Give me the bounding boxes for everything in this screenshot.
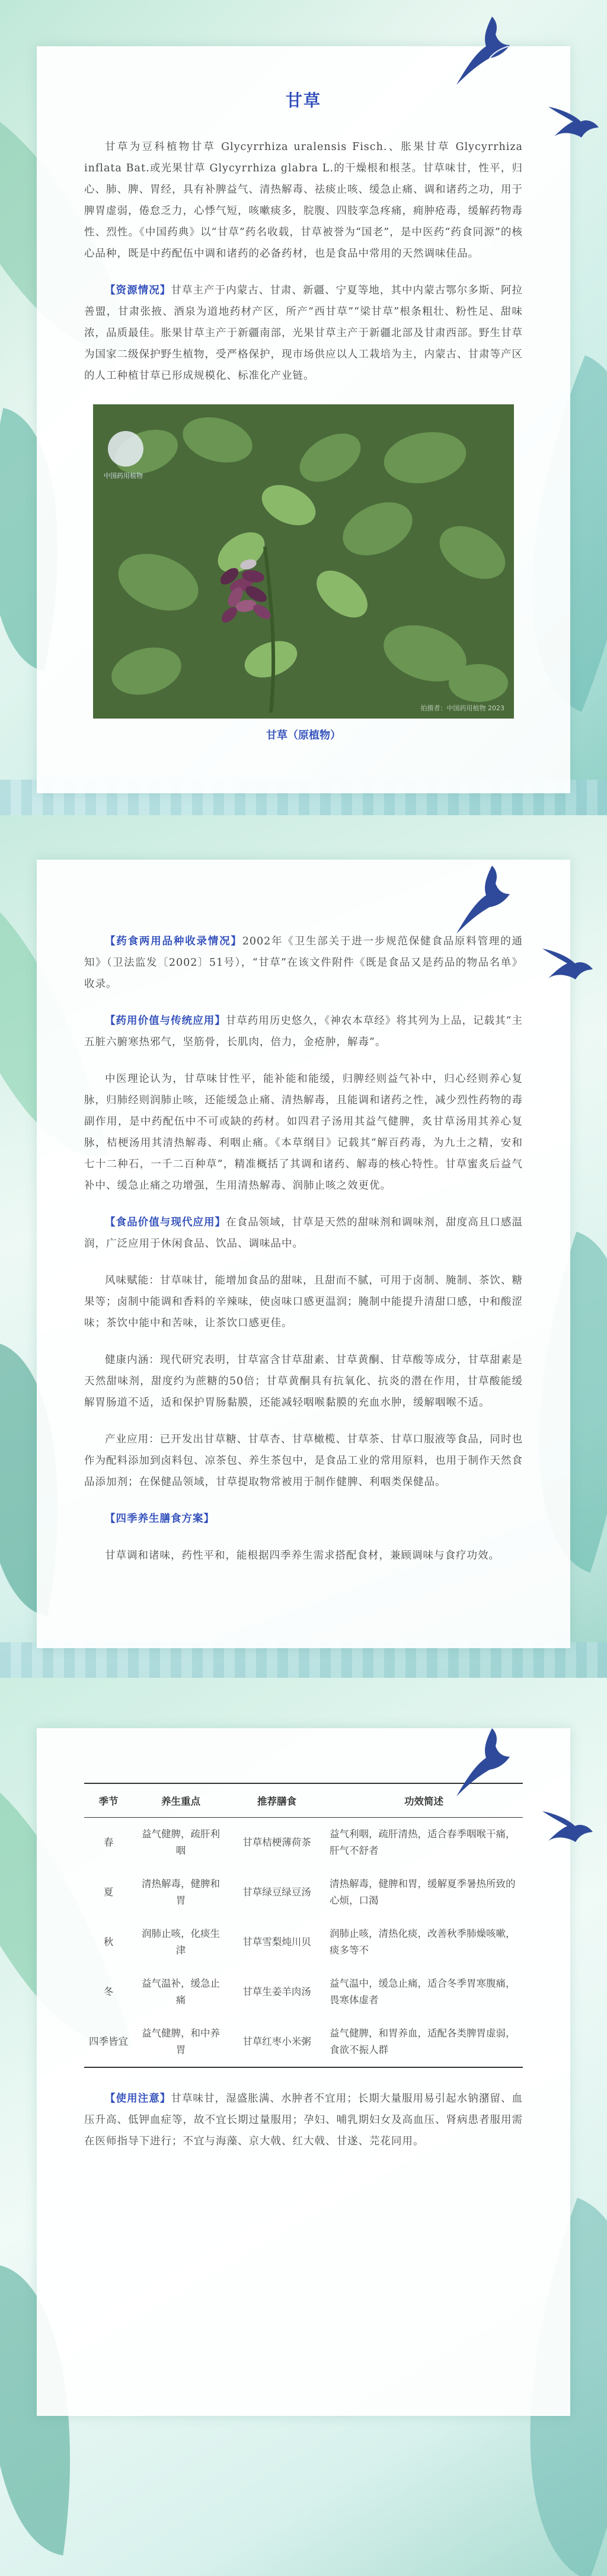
section-text: 在食品领域，甘草是天然的甜味剂和调味剂，甜度高且口感温润，广泛应用于休闲食品、饮品、调味品中。 [84, 1217, 523, 1250]
plant-photo [93, 404, 514, 719]
table-header: 推荐膳食 [229, 1783, 325, 1818]
health-paragraph [84, 1349, 523, 1413]
medicinal-paragraph [84, 1010, 523, 1053]
table-cell: 甘草桔梗薄荷茶 [242, 1837, 311, 1848]
intro-paragraph: 甘草为豆科植物甘草 Glycyrrhiza uralensis Fisch.、胀果甘草 Glycyrrhiza inflata Bat.或光果甘草 Glycyrrhiza glabra L.的干燥根和根茎。甘草味甘，性平，归心、肺、脾、胃经，具有补脾益气、清热解毒、祛痰止咳、缓急止痛、调和诸药之功，用于脾胃虚弱，倦怠乏力，心悸气短，咳嗽痰多，脘腹、四肢挛急疼痛，痈肿疮毒，缓解药物毒性、烈性。《中国药典》以“甘草”药名收载，甘草被誉为“国老”，是中医药“药食同源”的核心品种，既是中药配伍中调和诸药的必备药材，也是食品中常用的天然调味佳品。 [84, 141, 523, 260]
table-header: 功效简述 [325, 1783, 523, 1818]
figure-caption: 甘草（原植物） [266, 729, 341, 742]
section-text: 甘草调和诸味，药性平和，能根据四季养生需求搭配食材，兼顾调味与食疗功效。 [105, 1550, 500, 1562]
table-row [84, 1967, 523, 2017]
section-text: 风味赋能：甘草味甘，能增加食品的甜味，且甜而不腻，可用于卤制、腌制、茶饮、糖果等；卤制中能调和香料的辛辣味，使卤味口感更温润；腌制中能提升清甜口感，中和酸涩味；茶饮中能中和苦味，让茶饮口感更佳。 [84, 1275, 523, 1329]
section-text: 中医理论认为，甘草味甘性平，能补能和能缓，归脾经则益气补中，归心经则养心复脉，归肺经则润肺止咳，还能缓急止痛、清热解毒，且能调和诸药之性，减少烈性药物的毒副作用，是中药配伍中不可或缺的药材。如四君子汤用其益气健脾，炙甘草汤用其养心复脉，桔梗汤用其清热解毒、利咽止痛。《本草纲目》记载其“解百药毒，为九土之精，安和七十二种石，一千二百种草”，精准概括了其调和诸药、解毒的核心特性。甘草蜜炙后益气补中、缓急止痛之功增强，生用清热解毒、润肺止咳之效更优。 [84, 1073, 523, 1192]
section-label: 【食品价值与现代应用】 [105, 1217, 226, 1228]
section-label: 【资源情况】 [105, 285, 171, 296]
table-cell: 甘草生姜羊肉汤 [242, 1986, 311, 1997]
section-text: 产业应用：已开发出甘草糖、甘草杏、甘草橄榄、甘草茶、甘草口服液等食品，同时也作为配料添加到卤料包、凉茶包、养生茶包中，是食品工业的常用原料，也用于制作天然食品添加剂；在保健品领域，甘草提取物常被用于制作健脾、利咽类保健品。 [84, 1434, 523, 1488]
table-cell: 四季皆宜 [84, 2017, 133, 2067]
table-cell: 甘草雪梨炖川贝 [242, 1936, 311, 1948]
section-label: 【使用注意】 [105, 2093, 171, 2105]
section-text: 2002年《卫生部关于进一步规范保健食品原料管理的通知》（卫法监发〔2002〕51号），“甘草”在该文件附件《既是食品又是药品的物品名单》收录。 [84, 936, 523, 990]
table-cell: 春 [103, 1837, 114, 1848]
section-text: 甘草味甘，湿盛胀满、水肿者不宜用；长期大量服用易引起水钠潴留、血压升高、低钾血症等，故不宜长期过量服用；孕妇、哺乳期妇女及高血压、肾病患者服用需在医师指导下进行；不宜与海藻、京大戟、红大戟、甘遂、芫花同用。 [84, 2093, 523, 2147]
swallow-icon [536, 931, 596, 990]
table-cell: 益气温补，缓急止痛 [142, 1978, 220, 2006]
section-label: 【药用价值与传统应用】 [105, 1015, 226, 1027]
caution-paragraph [84, 2088, 523, 2152]
tcm-theory-paragraph [84, 1068, 523, 1196]
table-cell: 润肺止咳，化痰生津 [142, 1928, 220, 1956]
table-cell: 夏 [103, 1886, 114, 1898]
table-cell: 益气健脾，和中养胃 [133, 2017, 229, 2067]
table-row [84, 2017, 523, 2067]
table-header: 养生重点 [133, 1783, 229, 1818]
food-value-paragraph [84, 1212, 523, 1255]
table-cell: 甘草绿豆绿豆汤 [242, 1886, 311, 1898]
table-cell: 润肺止咳，清热化痰，改善秋季肺燥咳嗽，痰多等不 [330, 1928, 516, 1956]
table-cell: 益气温中，缓急止痛，适合冬季胃寒腹痛，畏寒体虚者 [330, 1978, 516, 2006]
table-row [84, 1917, 523, 1967]
table-row [84, 1868, 523, 1917]
section-text: 甘草主产于内蒙古、甘肃、新疆、宁夏等地，其中内蒙古鄂尔多斯、阿拉善盟，甘肃张掖、酒泉为道地药材产区，所产“西甘草”“梁甘草”根条粗壮、粉性足、甜味浓，品质最佳。胀果甘草主产于新疆南部，光果甘草主产于新疆北部及甘肃西部。野生甘草为国家二级保护野生植物，受严格保护，现市场供应以人工栽培为主，内蒙古、甘肃等产区的人工种植甘草已形成规模化、标准化产业链。 [84, 285, 523, 382]
swallow-icon [451, 1722, 516, 1799]
table-cell: 益气健脾，和胃养血，适配各类脾胃虚弱，食欲不振人群 [325, 2017, 523, 2067]
photo-watermark: 中国药用植物 [104, 472, 143, 480]
table-cell: 清热解毒，健脾和胃，缓解夏季暑热所致的心烦，口渴 [330, 1878, 516, 1906]
swallow-icon [451, 11, 516, 88]
industry-paragraph [84, 1429, 523, 1493]
section-label: 【四季养生膳食方案】 [105, 1513, 215, 1525]
seasonal-heading [84, 1508, 523, 1530]
swallow-icon [536, 1793, 596, 1853]
content-panel-3 [37, 1728, 570, 2416]
seasonal-diet-table [84, 1783, 523, 2068]
section-label: 【药食两用品种收录情况】 [105, 936, 242, 947]
page-title: 甘草 [285, 91, 321, 110]
table-cell: 益气利咽，疏肝清热，适合春季咽喉干痛，肝气不舒者 [330, 1828, 516, 1856]
table-cell: 冬 [103, 1986, 114, 1997]
flavor-paragraph [84, 1270, 523, 1334]
section-text: 健康内涵：现代研究表明，甘草富含甘草甜素、甘草黄酮、甘草酸等成分，甘草甜素是天然甜味剂，甜度约为蔗糖的50倍；甘草黄酮具有抗氧化、抗炎的潜在作用，甘草酸能缓解胃肠道不适，适和保护胃肠黏膜，还能减轻咽喉黏膜的充血水肿，缓解咽喉不适。 [84, 1354, 523, 1409]
photo-credit: 拍摄者：中国药用植物 2023 [420, 704, 504, 712]
resource-paragraph [84, 280, 523, 387]
section-text: 甘草药用历史悠久，《神农本草经》将其列为上品，记载其“主五脏六腑寒热邪气，坚筋骨，长肌肉，倍力，金疮肿，解毒”。 [84, 1015, 523, 1048]
inclusion-paragraph [84, 931, 523, 995]
seasonal-intro-paragraph [84, 1545, 523, 1566]
table-cell: 秋 [103, 1936, 114, 1948]
swallow-icon [451, 860, 516, 937]
table-cell: 清热解毒，健脾和胃 [142, 1878, 220, 1906]
content-panel-2 [37, 860, 570, 1648]
content-panel-1 [37, 46, 570, 793]
table-cell: 益气健脾，疏肝利咽 [142, 1828, 220, 1856]
swallow-icon [542, 89, 602, 148]
table-cell: 甘草红枣小米粥 [229, 2017, 325, 2067]
table-row [84, 1818, 523, 1868]
table-header: 季节 [84, 1783, 133, 1818]
plant-illustration [93, 404, 514, 719]
